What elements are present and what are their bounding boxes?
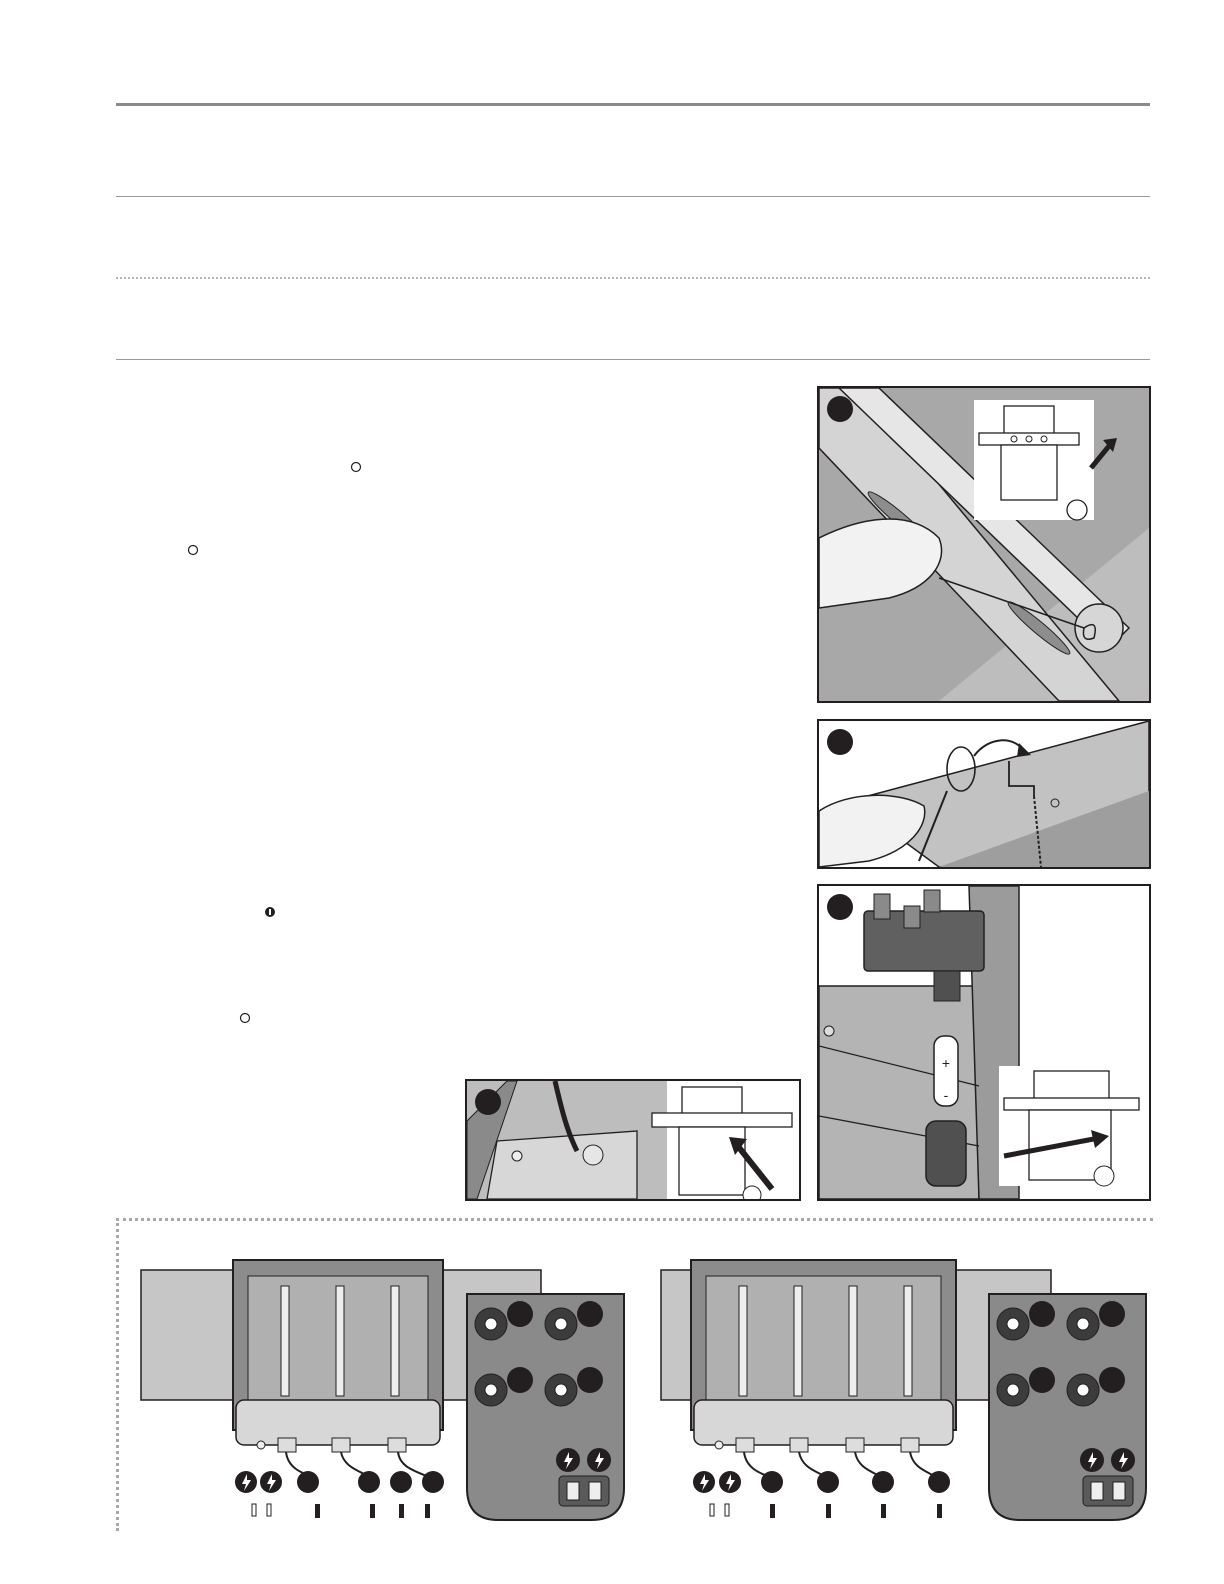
illustration-panel-battery (817, 884, 1151, 1201)
step-badge-1 (827, 396, 853, 422)
callout-circle-icon (187, 544, 199, 556)
info-drop-icon (264, 906, 276, 918)
svg-text:-: - (943, 1087, 949, 1103)
step-badge-4 (475, 1089, 501, 1115)
callout-circle-icon (350, 461, 362, 473)
callout-circle-icon (239, 1012, 251, 1024)
step-badge-3 (827, 894, 853, 920)
section-rule-dotted (116, 277, 1150, 279)
header-rule (116, 103, 1150, 106)
svg-text:+: + (941, 1055, 951, 1071)
section-rule-2 (116, 359, 1150, 360)
illustration-panel-ground-wire (465, 1079, 801, 1201)
illustration-panel-burner-tube (817, 386, 1151, 703)
step-badge-2 (827, 729, 853, 755)
section-rule-1 (116, 196, 1150, 197)
illustration-panel-wire-tool (817, 719, 1151, 869)
